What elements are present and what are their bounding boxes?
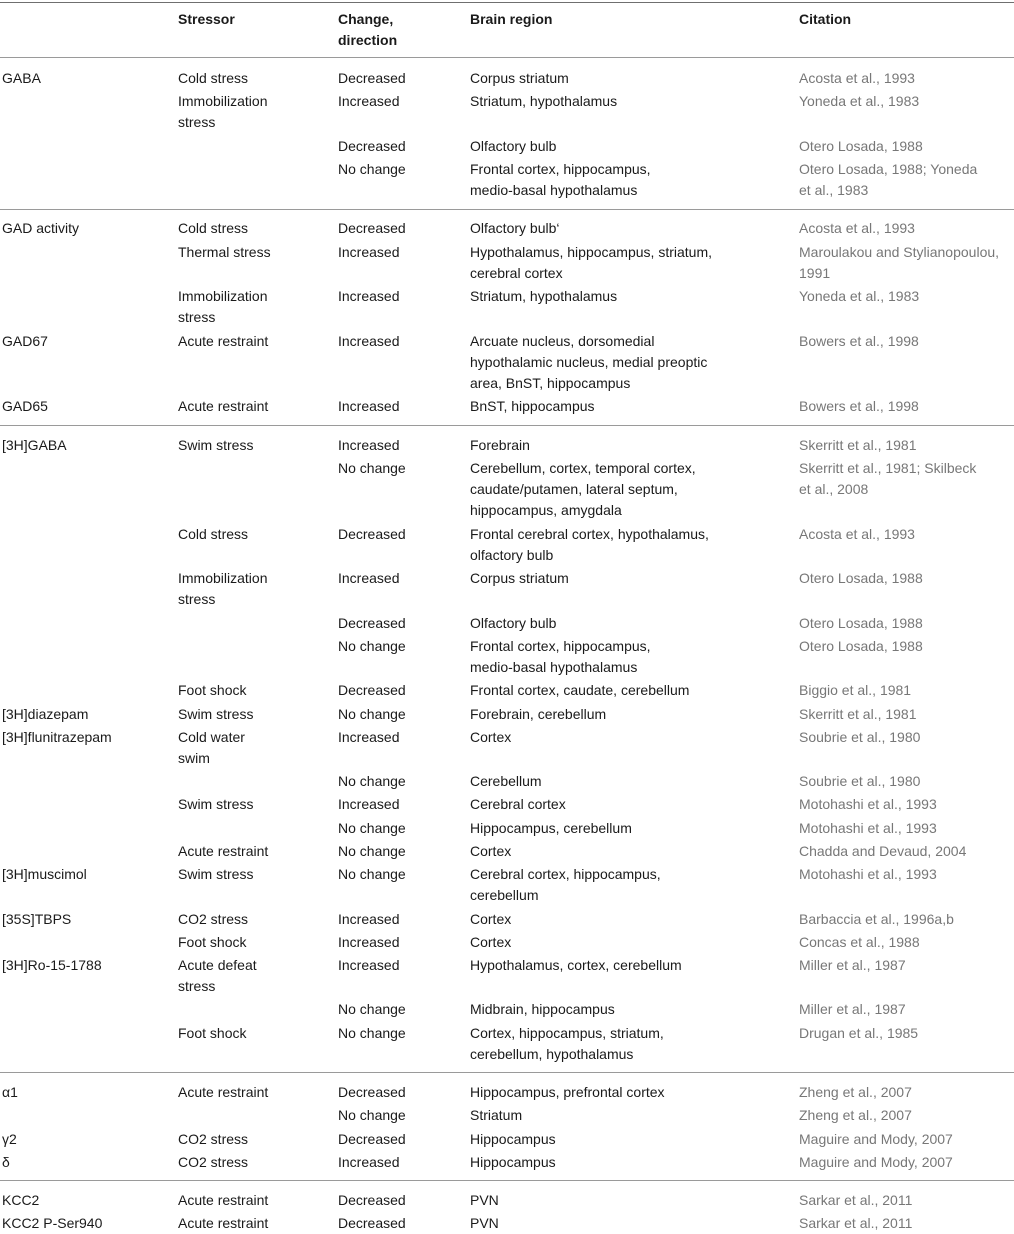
cell-stressor: Acute restraint [178,1215,269,1232]
cell-change: No change [338,1001,406,1018]
cell-citation: Drugan et al., 1985 [799,1024,919,1041]
cell-change: Increased [338,933,400,950]
cell-region: Cortex [470,933,512,950]
cell-citation: Chadda and Devaud, 2004 [799,842,967,859]
cell-measure: GABA [2,70,41,86]
cell-stressor: Acute restraint [178,398,269,415]
cell-stressor: Acute restraint [178,1084,269,1101]
cell-change: Increased [338,728,400,745]
cell-stressor: Acute restraint [178,842,269,859]
cell-citation: Skerritt et al., 1981 [799,436,917,453]
cell-change: No change [338,637,406,654]
cell-citation: Acosta et al., 1993 [799,220,915,237]
cell-measure: [35S]TBPS [2,910,72,927]
cell-citation: Maguire and Mody, 2007 [799,1130,953,1147]
cell-citation: Otero Losada, 1988 [799,637,923,654]
cell-measure: [3H]flunitrazepam [2,728,112,745]
cell-stressor: Cold stress [178,525,249,542]
cell-region: Cerebellum, cortex, temporal cortex, caudate/putamen, lateral septum, hippocampus, amygdala [470,459,696,518]
cell-region: Olfactory bulb [470,137,557,154]
cell-citation: Sarkar et al., 2011 [799,1191,913,1208]
cell-change: Increased [338,796,400,813]
cell-change: Decreased [338,1084,406,1101]
cell-citation: Zheng et al., 2007 [799,1084,912,1101]
cell-change: Decreased [338,1191,406,1208]
cell-change: No change [338,1024,406,1041]
cell-stressor: Foot shock [178,1024,247,1041]
cell-change: Decreased [338,1215,406,1232]
cell-region: Cortex, hippocampus, striatum, cerebellum, hypothalamus [470,1024,664,1062]
cell-region: Frontal cortex, hippocampus, medio-basal hypothalamus [470,637,651,675]
cell-region: Forebrain, cerebellum [470,705,607,722]
cell-citation: Acosta et al., 1993 [799,70,915,86]
cell-change: Decreased [338,220,406,237]
cell-citation: Skerritt et al., 1981; Skilbeck et al., 2008 [799,459,977,497]
cell-region: Cerebral cortex [470,796,566,813]
cell-region: Striatum, hypothalamus [470,93,618,110]
cell-region: PVN [470,1215,499,1232]
cell-change: Increased [338,243,400,260]
cell-region: Hypothalamus, hippocampus, striatum, cerebral cortex [470,243,712,281]
cell-change: Increased [338,288,400,305]
cell-stressor: Foot shock [178,933,247,950]
cell-change: No change [338,705,406,722]
cell-region: PVN [470,1191,499,1208]
cell-citation: Motohashi et al., 1993 [799,866,937,882]
cell-change: No change [338,1107,406,1124]
cell-citation: Otero Losada, 1988 [799,570,923,587]
cell-region: Corpus striatum [470,70,569,86]
cell-change: Decreased [338,682,406,699]
cell-region: Olfactory bulb [470,614,557,631]
cell-measure: [3H]Ro-15-1788 [2,956,102,973]
cell-region: BnST, hippocampus [470,398,595,415]
cell-measure: [3H]diazepam [2,705,89,722]
cell-change: Decreased [338,1130,406,1147]
cell-measure: GAD65 [2,398,48,415]
cell-region: Midbrain, hippocampus [470,1001,615,1018]
cell-citation: Motohashi et al., 1993 [799,796,937,813]
cell-citation: Maguire and Mody, 2007 [799,1153,953,1170]
cell-measure: GAD67 [2,332,48,349]
cell-region: Hippocampus, prefrontal cortex [470,1084,665,1101]
cell-change: Increased [338,570,400,587]
cell-region: Forebrain [470,436,530,453]
cell-region: Frontal cortex, caudate, cerebellum [470,682,690,699]
cell-stressor: Swim stress [178,436,254,453]
cell-measure: δ [2,1153,10,1170]
section-rule [0,1072,1014,1073]
cell-region: Cerebral cortex, hippocampus, cerebellum [470,866,661,903]
cell-citation: Maroulakou and Stylianopoulou, 1991 [799,243,1000,281]
cell-change: Increased [338,93,400,110]
cell-change: No change [338,866,406,882]
cell-change: Increased [338,956,400,973]
cell-stressor: CO2 stress [178,1130,249,1147]
cell-region: Hypothalamus, cortex, cerebellum [470,956,682,973]
cell-change: Decreased [338,70,406,86]
cell-change: Decreased [338,525,406,542]
cell-stressor: Cold stress [178,70,249,86]
cell-citation: Soubrie et al., 1980 [799,773,921,790]
cell-citation: Barbaccia et al., 1996a,b [799,910,954,927]
cell-region: Hippocampus [470,1153,556,1170]
cell-measure: [3H]GABA [2,436,67,453]
cell-citation: Otero Losada, 1988; Yoneda et al., 1983 [799,160,978,198]
cell-citation: Otero Losada, 1988 [799,614,923,631]
cell-stressor: Cold water swim [178,728,245,766]
cell-stressor: Acute restraint [178,332,269,349]
cell-stressor: CO2 stress [178,910,249,927]
header-change-direction: Change, direction [338,11,398,48]
cell-region: Cerebellum [470,773,542,790]
cell-region: Hippocampus [470,1130,556,1147]
cell-region: Striatum, hypothalamus [470,288,618,305]
cell-stressor: Cold stress [178,220,249,237]
cell-stressor: Immobilization stress [178,93,268,131]
cell-citation: Yoneda et al., 1983 [799,288,920,305]
table-top-rule [0,2,1014,3]
cell-citation: Yoneda et al., 1983 [799,93,920,110]
cell-stressor: Thermal stress [178,243,271,260]
cell-change: No change [338,459,406,476]
cell-change: No change [338,160,406,177]
cell-stressor: Swim stress [178,796,254,813]
cell-region: Corpus striatum [470,570,569,587]
section-rule [0,1180,1014,1181]
header-brain-region: Brain region [470,11,553,27]
cell-citation: Miller et al., 1987 [799,1001,906,1018]
cell-stressor: Swim stress [178,705,254,722]
cell-region: Frontal cerebral cortex, hypothalamus, olfactory bulb [470,525,709,563]
cell-change: Increased [338,398,400,415]
cell-citation: Miller et al., 1987 [799,956,906,973]
cell-change: Increased [338,910,400,927]
cell-stressor: Acute defeat stress [178,956,257,994]
header-rule [0,57,1014,58]
cell-change: Increased [338,1153,400,1170]
cell-stressor: Immobilization stress [178,288,268,326]
cell-change: Decreased [338,137,406,154]
cell-stressor: Foot shock [178,682,247,699]
cell-measure: KCC2 P-Ser940 [2,1215,103,1232]
cell-measure: [3H]muscimol [2,866,87,882]
cell-stressor: Acute restraint [178,1191,269,1208]
cell-measure: γ2 [2,1130,17,1147]
cell-change: No change [338,773,406,790]
cell-citation: Biggio et al., 1981 [799,682,912,699]
cell-citation: Soubrie et al., 1980 [799,728,921,745]
cell-stressor: Swim stress [178,866,254,882]
cell-citation: Bowers et al., 1998 [799,398,919,415]
cell-citation: Otero Losada, 1988 [799,137,923,154]
cell-citation: Motohashi et al., 1993 [799,819,937,836]
cell-region: Olfactory bulb‘ [470,220,560,237]
section-rule [0,209,1014,210]
cell-region: Cortex [470,842,512,859]
cell-citation: Zheng et al., 2007 [799,1107,912,1124]
cell-stressor: CO2 stress [178,1153,249,1170]
cell-change: Decreased [338,614,406,631]
header-citation: Citation [799,11,852,27]
cell-citation: Concas et al., 1988 [799,933,920,950]
cell-citation: Skerritt et al., 1981 [799,705,917,722]
cell-region: Cortex [470,910,512,927]
cell-region: Arcuate nucleus, dorsomedial hypothalamic nucleus, medial preoptic area, BnST, hippocampus [470,332,708,391]
cell-change: Increased [338,332,400,349]
cell-region: Striatum [470,1107,523,1124]
cell-region: Hippocampus, cerebellum [470,819,632,836]
cell-change: No change [338,842,406,859]
cell-citation: Acosta et al., 1993 [799,525,915,542]
cell-change: Increased [338,436,400,453]
cell-measure: GAD activity [2,220,80,237]
cell-region: Frontal cortex, hippocampus, medio-basal hypothalamus [470,160,651,198]
cell-citation: Bowers et al., 1998 [799,332,919,349]
cell-citation: Sarkar et al., 2011 [799,1215,913,1232]
cell-measure: α1 [2,1084,18,1101]
cell-stressor: Immobilization stress [178,570,268,608]
section-rule [0,425,1014,426]
cell-region: Cortex [470,728,512,745]
cell-change: No change [338,819,406,836]
cell-measure: KCC2 [2,1191,40,1208]
header-stressor: Stressor [178,11,235,27]
